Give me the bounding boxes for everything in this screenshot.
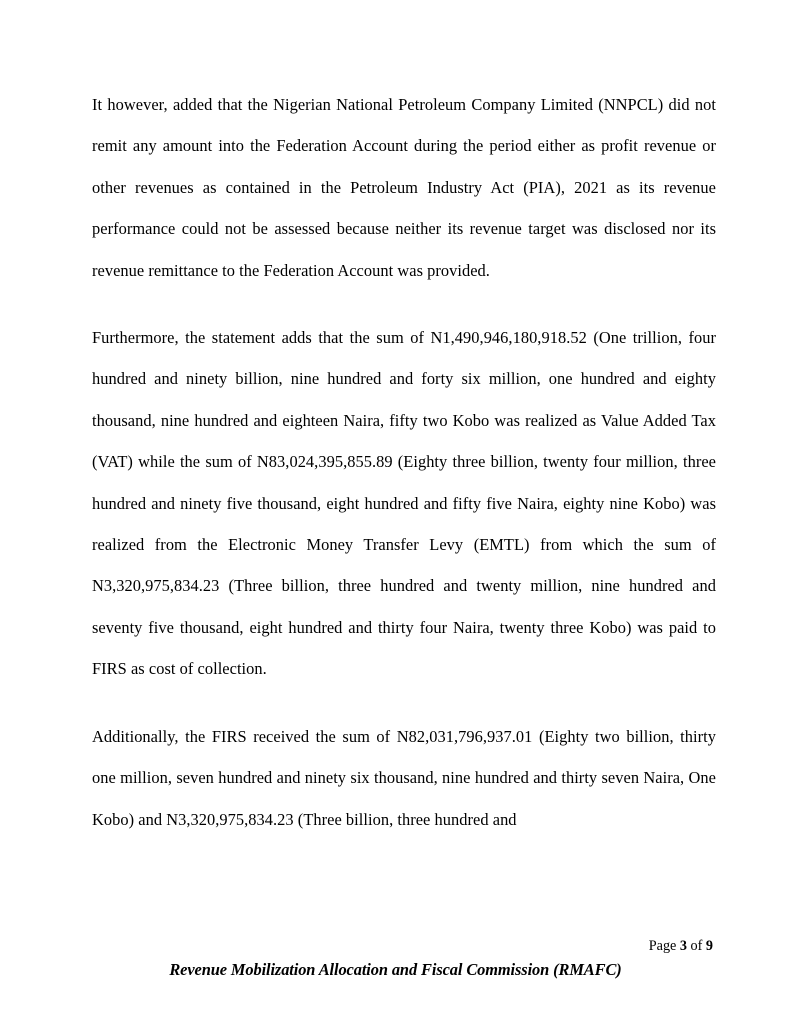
page-label-of: of (690, 938, 703, 954)
page-number-value: 3 (679, 938, 687, 954)
paragraph-1: It however, added that the Nigerian National Petroleum Company Limited (NNPCL) did not remit any amount into the Federation Account during the period either as profit revenue or other revenues as contained in the Petroleum Industry Act (PIA), 2021 as its revenue performance could not be assessed because neither its revenue target was disclosed nor its revenue remittance to the Federation Account was provided. (92, 95, 716, 280)
page-number-indicator (649, 938, 713, 955)
paragraph-2: Furthermore, the statement adds that the sum of N1,490,946,180,918.52 (One trillion, four hundred and ninety billion, nine hundred and forty six million, one hundred and eighty thousand, nine hundred and eighteen Naira, fifty two Kobo was realized as Value Added Tax (VAT) while the sum of N83,024,395,855.89 (Eighty three billion, twenty four million, three hundred and ninety five thousand, eight hundred and fifty five Naira, eighty nine Kobo) was realized from the Electronic Money Transfer Levy (EMTL) from which the sum of N3,320,975,834.23 (Three billion, three hundred and twenty million, nine hundred and seventy five thousand, eight hundred and thirty four Naira, twenty three Kobo) was paid to FIRS as cost of collection. (92, 328, 716, 679)
footer-organization-name: Revenue Mobilization Allocation and Fiscal Commission (RMAFC) (169, 960, 622, 979)
paragraph-3: Additionally, the FIRS received the sum of N82,031,796,937.01 (Eighty two billion, thirty one million, seven hundred and ninety six thousand, nine hundred and thirty seven Naira, One Kobo) and N3,320,975,834.23 (Three billion, three hundred and (92, 726, 716, 829)
page-total-value: 9 (705, 938, 713, 954)
document-body (92, 84, 716, 840)
page-label-prefix: Page (648, 938, 677, 954)
